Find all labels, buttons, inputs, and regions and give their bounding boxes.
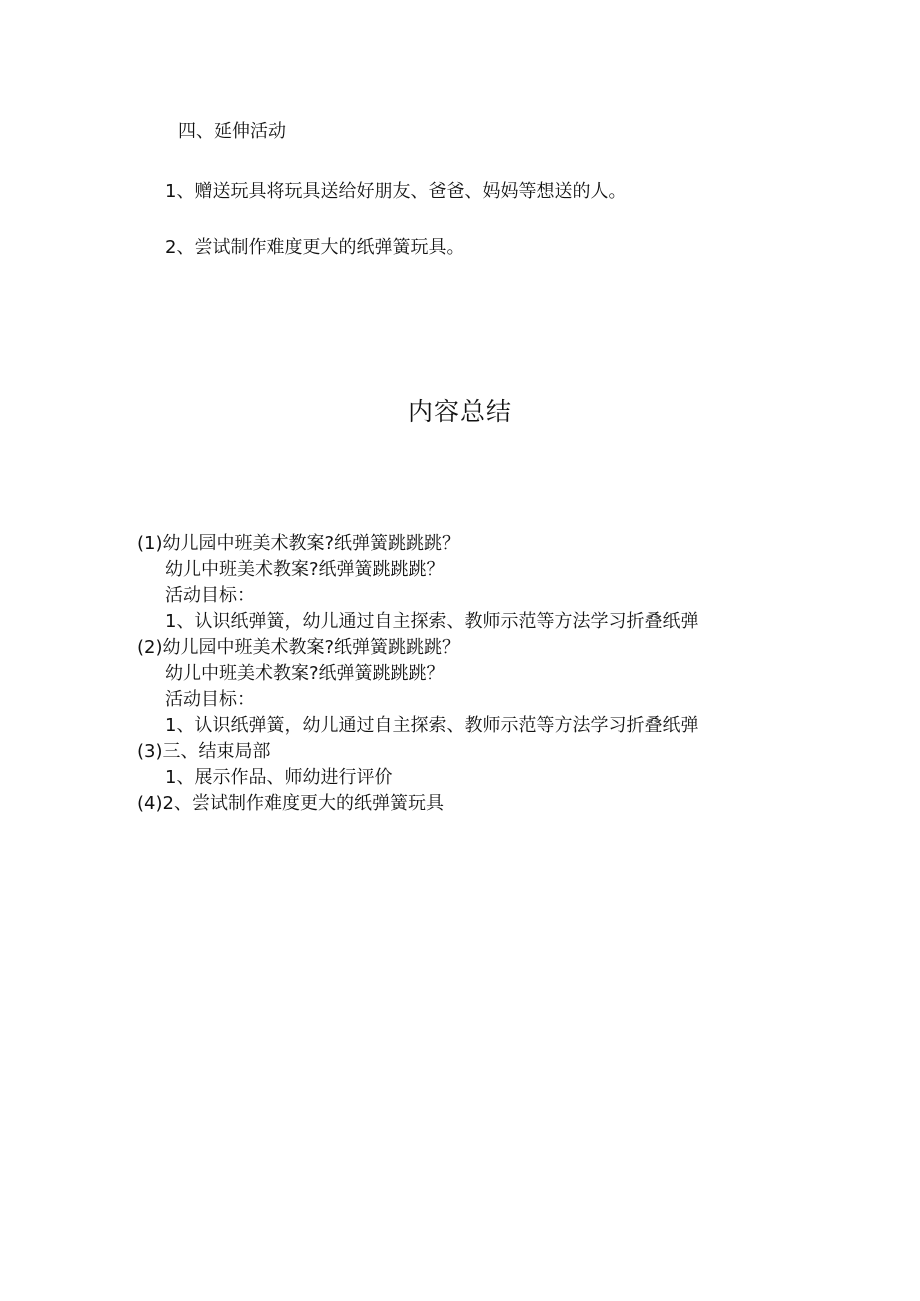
summary-line: (4)2、尝试制作难度更大的纸弹簧玩具 bbox=[137, 793, 444, 814]
summary-line: 1、展示作品、师幼进行评价 bbox=[165, 767, 393, 788]
extension-item-2: 2、尝试制作难度更大的纸弹簧玩具。 bbox=[165, 237, 465, 258]
extension-heading: 四、延伸活动 bbox=[178, 121, 286, 142]
summary-line: 1、认识纸弹簧，幼儿通过自主探索、教师示范等方法学习折叠纸弹 bbox=[165, 715, 699, 736]
summary-line: 幼儿中班美术教案?纸弹簧跳跳跳？ bbox=[165, 663, 445, 684]
summary-line: (3)三、结束局部 bbox=[137, 741, 271, 762]
summary-line: (2)幼儿园中班美术教案?纸弹簧跳跳跳？ bbox=[137, 637, 461, 658]
summary-line: 幼儿中班美术教案?纸弹簧跳跳跳？ bbox=[165, 559, 445, 580]
summary-title: 内容总结 bbox=[407, 397, 512, 426]
summary-line: 1、认识纸弹簧，幼儿通过自主探索、教师示范等方法学习折叠纸弹 bbox=[165, 611, 699, 632]
summary-line: (1)幼儿园中班美术教案?纸弹簧跳跳跳？ bbox=[137, 533, 461, 554]
extension-item-1: 1、赠送玩具将玩具送给好朋友、爸爸、妈妈等想送的人。 bbox=[165, 181, 627, 202]
summary-line: 活动目标： bbox=[165, 689, 255, 710]
summary-line: 活动目标： bbox=[165, 585, 255, 606]
